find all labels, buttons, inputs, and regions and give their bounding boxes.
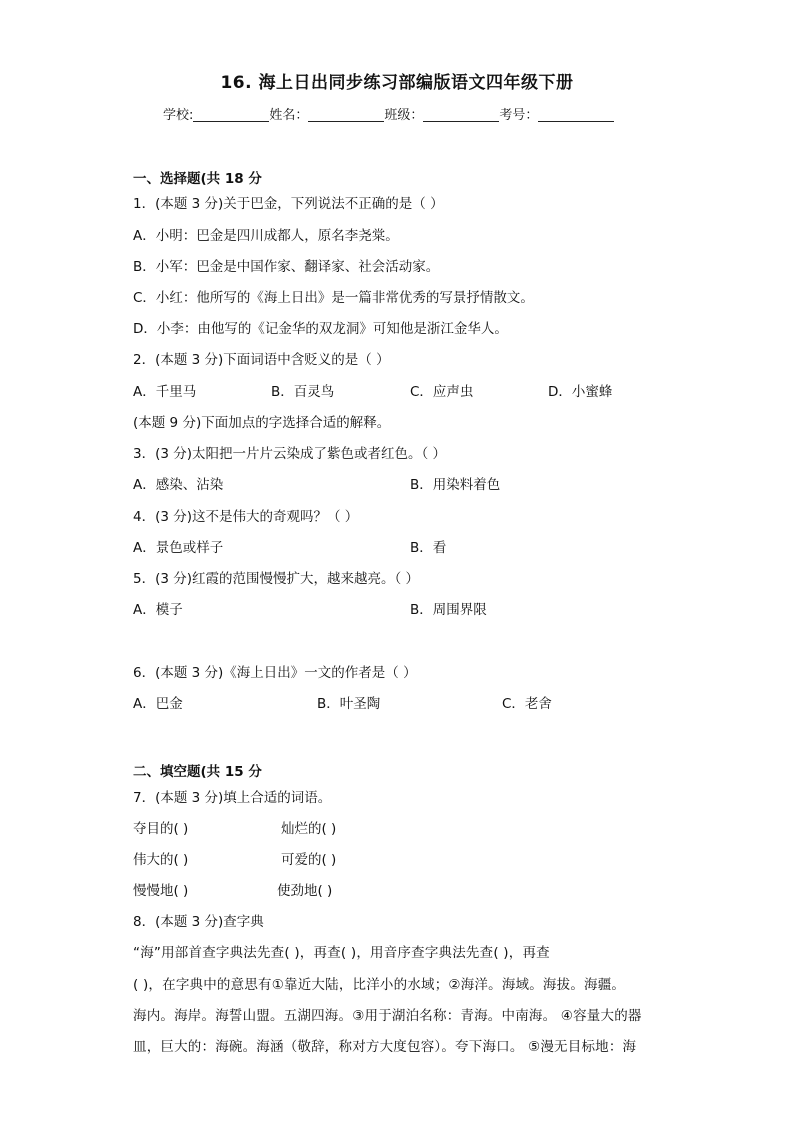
q1-option-d[interactable]: D．小李：由他写的《记金华的双龙洞》可知他是浙江金华人。 xyxy=(133,321,508,337)
q6-stem: 6．(本题 3 分)《海上日出》一文的作者是（ ） xyxy=(133,665,417,681)
q8-stem: 8．(本题 3 分)查字典 xyxy=(133,914,264,930)
q7-blank-5[interactable]: 慢慢地( ) xyxy=(133,883,189,899)
student-info-row xyxy=(163,104,614,123)
q6-option-b[interactable]: B．叶圣陶 xyxy=(317,696,381,712)
q7-blank-1[interactable]: 夺目的( ) xyxy=(133,821,189,837)
q4-stem: 4．(3 分)这不是伟大的奇观吗？（ ） xyxy=(133,509,359,525)
q8-line-4: 皿，巨大的：海碗。海涵（敬辞，称对方大度包容）。夸下海口。 ⑤漫无目标地：海 xyxy=(133,1039,637,1055)
q2-option-a[interactable]: A．千里马 xyxy=(133,384,197,400)
q2-option-c[interactable]: C．应声虫 xyxy=(410,384,474,400)
q1-option-b[interactable]: B．小军：巴金是中国作家、翻译家、社会活动家。 xyxy=(133,259,440,275)
q2-option-b[interactable]: B．百灵鸟 xyxy=(271,384,335,400)
q7-blank-4[interactable]: 可爱的( ) xyxy=(281,852,337,868)
name-field[interactable] xyxy=(308,107,384,122)
q4-option-a[interactable]: A．景色或样子 xyxy=(133,540,224,556)
q8-line-2: ( )，在字典中的意思有①靠近大陆，比洋小的水域；②海洋。海域。海拔。海疆。 xyxy=(133,977,626,993)
group-intro: (本题 9 分)下面加点的字选择合适的解释。 xyxy=(133,415,391,431)
q2-stem: 2．(本题 3 分)下面词语中含贬义的是（ ） xyxy=(133,352,390,368)
q7-stem: 7．(本题 3 分)填上合适的词语。 xyxy=(133,790,332,806)
q7-blank-6[interactable]: 使劲地( ) xyxy=(277,883,333,899)
q6-option-a[interactable]: A．巴金 xyxy=(133,696,183,712)
q3-option-a[interactable]: A．感染、沾染 xyxy=(133,477,224,493)
q8-line-3: 海内。海岸。海誓山盟。五湖四海。③用于湖泊名称：青海。中南海。 ④容量大的器 xyxy=(133,1008,642,1024)
name-label: 姓名： xyxy=(269,108,309,123)
section-heading-fill: 二、填空题(共 15 分 xyxy=(133,764,262,780)
q5-option-a[interactable]: A．模子 xyxy=(133,602,183,618)
school-label: 学校: xyxy=(163,108,194,123)
q1-option-c[interactable]: C．小红：他所写的《海上日出》是一篇非常优秀的写景抒情散文。 xyxy=(133,290,534,306)
school-field[interactable] xyxy=(193,107,269,122)
number-field[interactable] xyxy=(538,107,614,122)
q7-blank-2[interactable]: 灿烂的( ) xyxy=(281,821,337,837)
q1-stem: 1．(本题 3 分)关于巴金，下列说法不正确的是（ ） xyxy=(133,196,444,212)
q2-option-d[interactable]: D．小蜜蜂 xyxy=(548,384,613,400)
q3-option-b[interactable]: B．用染料着色 xyxy=(410,477,501,493)
q5-option-b[interactable]: B．周围界限 xyxy=(410,602,487,618)
page-title: 16. 海上日出同步练习部编版语文四年级下册 xyxy=(220,73,574,93)
q4-option-b[interactable]: B．看 xyxy=(410,540,447,556)
q5-stem: 5．(3 分)红霞的范围慢慢扩大，越来越亮。（ ） xyxy=(133,571,420,587)
class-label: 班级： xyxy=(384,108,424,123)
q6-option-c[interactable]: C．老舍 xyxy=(502,696,552,712)
section-heading-choice: 一、选择题(共 18 分 xyxy=(133,171,262,187)
q3-stem: 3．(3 分)太阳把一片片云染成了紫色或者红色。（ ） xyxy=(133,446,447,462)
q8-line-1: “海”用部首查字典法先查( )，再查( )，用音序查字典法先查( )，再查 xyxy=(133,945,550,961)
class-field[interactable] xyxy=(423,107,499,122)
q7-blank-3[interactable]: 伟大的( ) xyxy=(133,852,189,868)
q1-option-a[interactable]: A．小明：巴金是四川成都人，原名李尧棠。 xyxy=(133,228,399,244)
number-label: 考号： xyxy=(499,108,539,123)
